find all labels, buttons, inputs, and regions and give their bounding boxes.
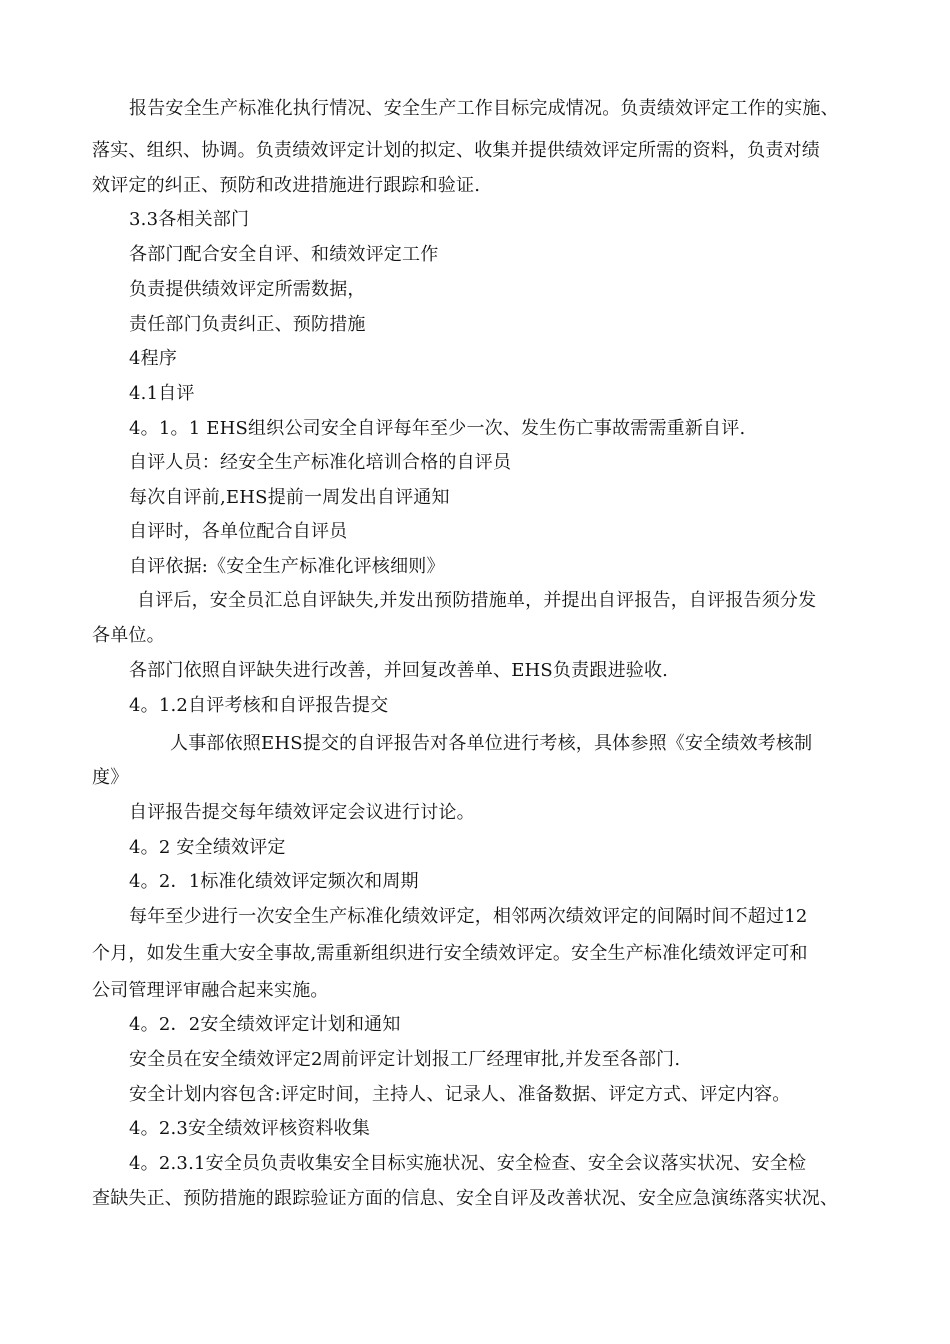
paragraph-line: 各部门依照自评缺失进行改善，并回复改善单、EHS负责跟进验收. <box>129 660 669 681</box>
paragraph-line: 报告安全生产标准化执行情况、安全生产工作目标完成情况。负责绩效评定工作的实施、 <box>129 98 839 119</box>
paragraph-line: 每年至少进行一次安全生产标准化绩效评定，相邻两次绩效评定的间隔时间不超过12 <box>129 906 808 927</box>
paragraph-line: 自评时，各单位配合自评员 <box>129 521 348 542</box>
section-heading: 4。2．2安全绩效评定计划和通知 <box>129 1014 401 1035</box>
paragraph-line: 每次自评前,EHS提前一周发出自评通知 <box>129 487 450 508</box>
paragraph-line: 各部门配合安全自评、和绩效评定工作 <box>129 244 439 265</box>
paragraph-line: 查缺失正、预防措施的跟踪验证方面的信息、安全自评及改善状况、安全应急演练落实状况、 <box>92 1188 839 1209</box>
paragraph-line: 自评人员：经安全生产标准化培训合格的自评员 <box>129 452 512 473</box>
paragraph-line: 各单位。 <box>92 625 165 646</box>
paragraph-line: 安全计划内容包含:评定时间，主持人、记录人、准备数据、评定方式、评定内容。 <box>129 1084 791 1105</box>
paragraph-line: 度》 <box>92 767 129 788</box>
paragraph-line: 公司管理评审融合起来实施。 <box>92 980 329 1001</box>
section-heading: 4。2．1标准化绩效评定频次和周期 <box>129 871 419 892</box>
paragraph-line: 人事部依照EHS提交的自评报告对各单位进行考核，具体参照《安全绩效考核制 <box>170 733 813 754</box>
paragraph-line: 自评依据:《安全生产标准化评核细则》 <box>129 556 445 577</box>
paragraph-line: 责任部门负责纠正、预防措施 <box>129 314 366 335</box>
section-heading: 4。1.2自评考核和自评报告提交 <box>129 695 389 716</box>
paragraph-line: 安全员在安全绩效评定2周前评定计划报工厂经理审批,并发至各部门. <box>129 1049 681 1070</box>
paragraph-line: 负责提供绩效评定所需数据， <box>129 279 366 300</box>
section-heading: 4程序 <box>129 348 178 369</box>
paragraph-line: 4。1。1 EHS组织公司安全自评每年至少一次、发生伤亡事故需需重新自评. <box>129 418 746 439</box>
paragraph-line: 个月，如发生重大安全事故,需重新组织进行安全绩效评定。安全生产标准化绩效评定可和 <box>92 943 808 964</box>
section-heading: 4.1自评 <box>129 383 195 404</box>
paragraph-line: 4。2.3.1安全员负责收集安全目标实施状况、安全检查、安全会议落实状况、安全检 <box>129 1153 807 1174</box>
paragraph-line: 自评报告提交每年绩效评定会议进行讨论。 <box>129 802 475 823</box>
paragraph-line: 效评定的纠正、预防和改进措施进行跟踪和验证. <box>92 175 481 196</box>
section-heading: 3.3各相关部门 <box>129 209 250 230</box>
paragraph-line: 落实、组织、协调。负责绩效评定计划的拟定、收集并提供绩效评定所需的资料，负责对绩 <box>92 140 820 161</box>
section-heading: 4。2 安全绩效评定 <box>129 837 286 858</box>
section-heading: 4。2.3安全绩效评核资料收集 <box>129 1118 371 1139</box>
paragraph-line: 自评后，安全员汇总自评缺失,并发出预防措施单，并提出自评报告，自评报告须分发 <box>137 590 817 611</box>
